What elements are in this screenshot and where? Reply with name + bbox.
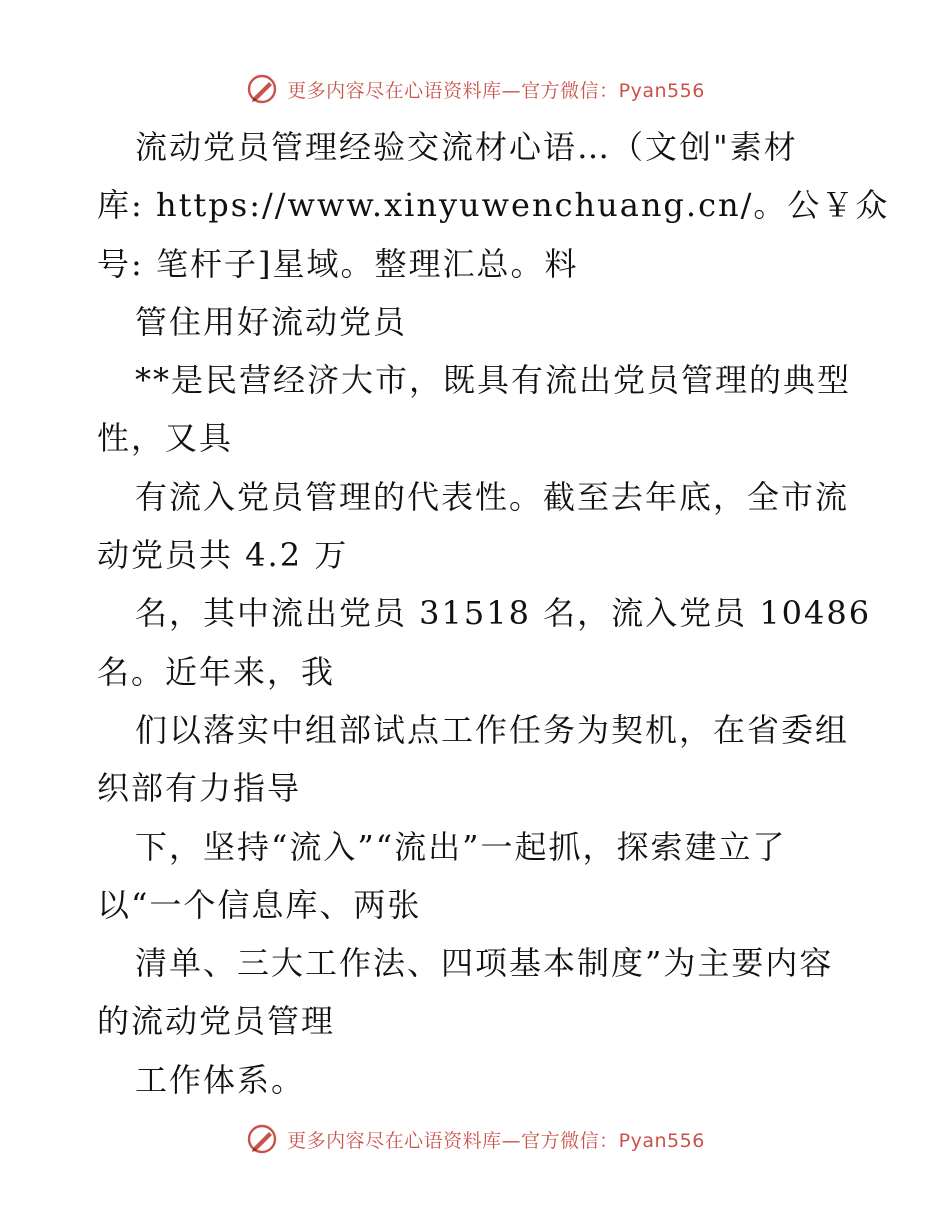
body-line: 库: https://www.xinyuwenchuang.cn/。公￥众 bbox=[97, 186, 890, 225]
body-line: 清单、三大工作法、四项基本制度”为主要内容 bbox=[135, 944, 834, 983]
section-title: 管住用好流动党员 bbox=[135, 302, 408, 341]
body-line: 以“一个信息库、两张 bbox=[97, 885, 422, 924]
body-line: 流动党员管理经验交流材心语…（文创"素材 bbox=[135, 128, 798, 166]
body-line: 有流入党员管理的代表性。截至去年底，全市流 bbox=[135, 477, 850, 516]
body-line: 们以落实中组部试点工作任务为契机，在省委组 bbox=[135, 710, 850, 749]
body-line: 工作体系。 bbox=[135, 1060, 306, 1099]
body-line: 下，坚持“流入”“流出”一起抓，探索建立了 bbox=[135, 827, 787, 866]
body-line: 性，又具 bbox=[97, 419, 234, 458]
body-line: 的流动党员管理 bbox=[97, 1002, 336, 1041]
pen-logo-icon bbox=[245, 1122, 279, 1156]
header-banner-text: 更多内容尽在心语资料库—官方微信：Pyan556 bbox=[287, 79, 705, 102]
header-banner bbox=[0, 72, 950, 106]
document-body bbox=[97, 118, 890, 1109]
footer-banner bbox=[0, 1122, 950, 1156]
body-line: 名，其中流出党员 31518 名，流入党员 10486 bbox=[135, 594, 872, 633]
body-line: 动党员共 4.2 万 bbox=[97, 536, 349, 575]
body-line: **是民营经济大市，既具有流出党员管理的典型 bbox=[135, 361, 852, 400]
body-line: 名。近年来，我 bbox=[97, 652, 336, 691]
footer-banner-text: 更多内容尽在心语资料库—官方微信：Pyan556 bbox=[287, 1129, 705, 1152]
body-line: 号: 笔杆子]星域。整理汇总。料 bbox=[97, 244, 579, 283]
body-line: 织部有力指导 bbox=[97, 769, 302, 808]
pen-logo-icon bbox=[245, 72, 279, 106]
